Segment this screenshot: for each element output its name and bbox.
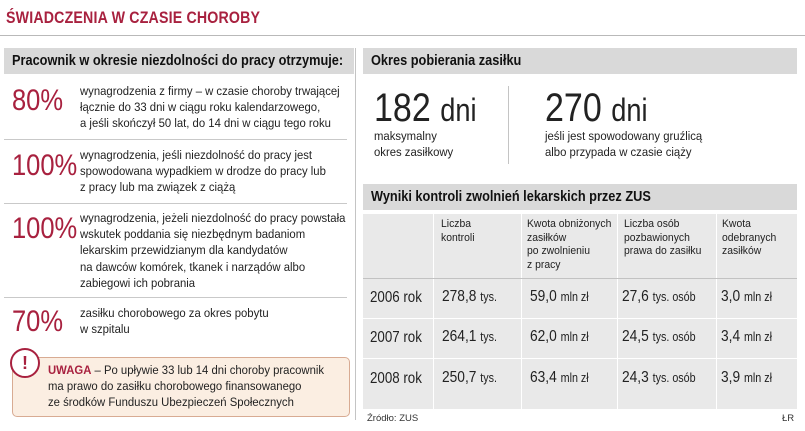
col-header-persons: Liczba osób pozbawionych prawa do zasiłku [624, 218, 702, 257]
period-section-header: Okres pobierania zasiłku [363, 48, 797, 74]
source-note: Źródło: ZUS [367, 413, 419, 424]
cell-controls: 250,7 tys. [442, 369, 497, 386]
percent-70: 70% [12, 305, 64, 338]
period-182-value: 182 dni [374, 86, 477, 130]
column-separator [355, 48, 356, 420]
cell-controls: 278,8 tys. [442, 288, 497, 305]
period-separator [508, 86, 509, 164]
item-100-donor-text: wynagrodzenia, jeżeli niezdolność do pracy powstała wskutek poddania się niezbędnym badaniom lekarskim przewidzianym dla kandydatów na dawców komórek, tkanek i narządów albo zabiegowi ich pobrania [80, 211, 346, 290]
item-100-accident-text: wynagrodzenia, jeśli niezdolność do pracy jest spowodowana wypadkiem w drodze do pracy lub z pracy lub ma związek z ciążą [80, 148, 326, 195]
col-header-controls: Liczba kontroli [441, 218, 475, 244]
warning-text: UWAGA – Po upływie 33 lub 14 dni choroby pracownik ma prawo do zasiłku chorobowego finansowanego ze środków Funduszu Ubezpieczeń Społecznych [48, 363, 325, 410]
col-header-taken: Kwota odebranych zasiłków [722, 218, 777, 257]
divider [4, 297, 347, 298]
row-year: 2006 rok [370, 289, 422, 306]
table-col-divider [617, 214, 618, 409]
percent-100-donor: 100% [12, 212, 78, 245]
table-col-divider [433, 214, 434, 409]
exclamation-icon: ! [10, 348, 40, 378]
cell-reduced: 62,0 mln zł [530, 328, 589, 345]
period-270-value: 270 dni [545, 86, 648, 130]
page-title: ŚWIADCZENIA W CZASIE CHOROBY [6, 9, 261, 27]
period-182-caption: maksymalny okres zasiłkowy [374, 129, 454, 160]
item-80-text: wynagrodzenia z firmy – w czasie choroby trwającej łącznie do 33 dni w ciągu roku kalendarzowego, a jeśli skończył 50 lat, do 14 dni w ciągu tego roku [80, 84, 340, 131]
cell-taken: 3,4 mln zł [721, 328, 773, 345]
table-col-divider [521, 214, 522, 409]
cell-taken: 3,0 mln zł [721, 288, 773, 305]
divider [4, 139, 347, 140]
table-row-divider [363, 278, 797, 279]
row-year: 2007 rok [370, 329, 422, 346]
cell-persons: 27,6 tys. osób [622, 288, 696, 305]
col-header-reduced: Kwota obniżonych zasiłków po zwolnieniu z pracy [527, 218, 612, 271]
divider [4, 203, 347, 204]
table-section-header: Wyniki kontroli zwolnień lekarskich przez ZUS [363, 184, 797, 210]
percent-100-accident: 100% [12, 149, 78, 182]
title-divider [0, 35, 805, 36]
cell-reduced: 63,4 mln zł [530, 369, 589, 386]
table-row-divider [363, 318, 797, 319]
cell-controls: 264,1 tys. [442, 328, 497, 345]
cell-persons: 24,5 tys. osób [622, 328, 696, 345]
table-row-divider [363, 358, 797, 359]
row-year: 2008 rok [370, 370, 422, 387]
period-270-caption: jeśli jest spowodowany gruźlicą albo przypada w czasie ciąży [545, 129, 703, 160]
cell-taken: 3,9 mln zł [721, 369, 773, 386]
left-section-header: Pracownik w okresie niezdolności do pracy otrzymuje: [4, 48, 354, 74]
cell-reduced: 59,0 mln zł [530, 288, 589, 305]
cell-persons: 24,3 tys. osób [622, 369, 696, 386]
table-col-divider [716, 214, 717, 409]
percent-80: 80% [12, 84, 64, 117]
item-70-text: zasiłku chorobowego za okres pobytu w szpitalu [80, 306, 269, 337]
author-initials: ŁR [782, 413, 795, 424]
